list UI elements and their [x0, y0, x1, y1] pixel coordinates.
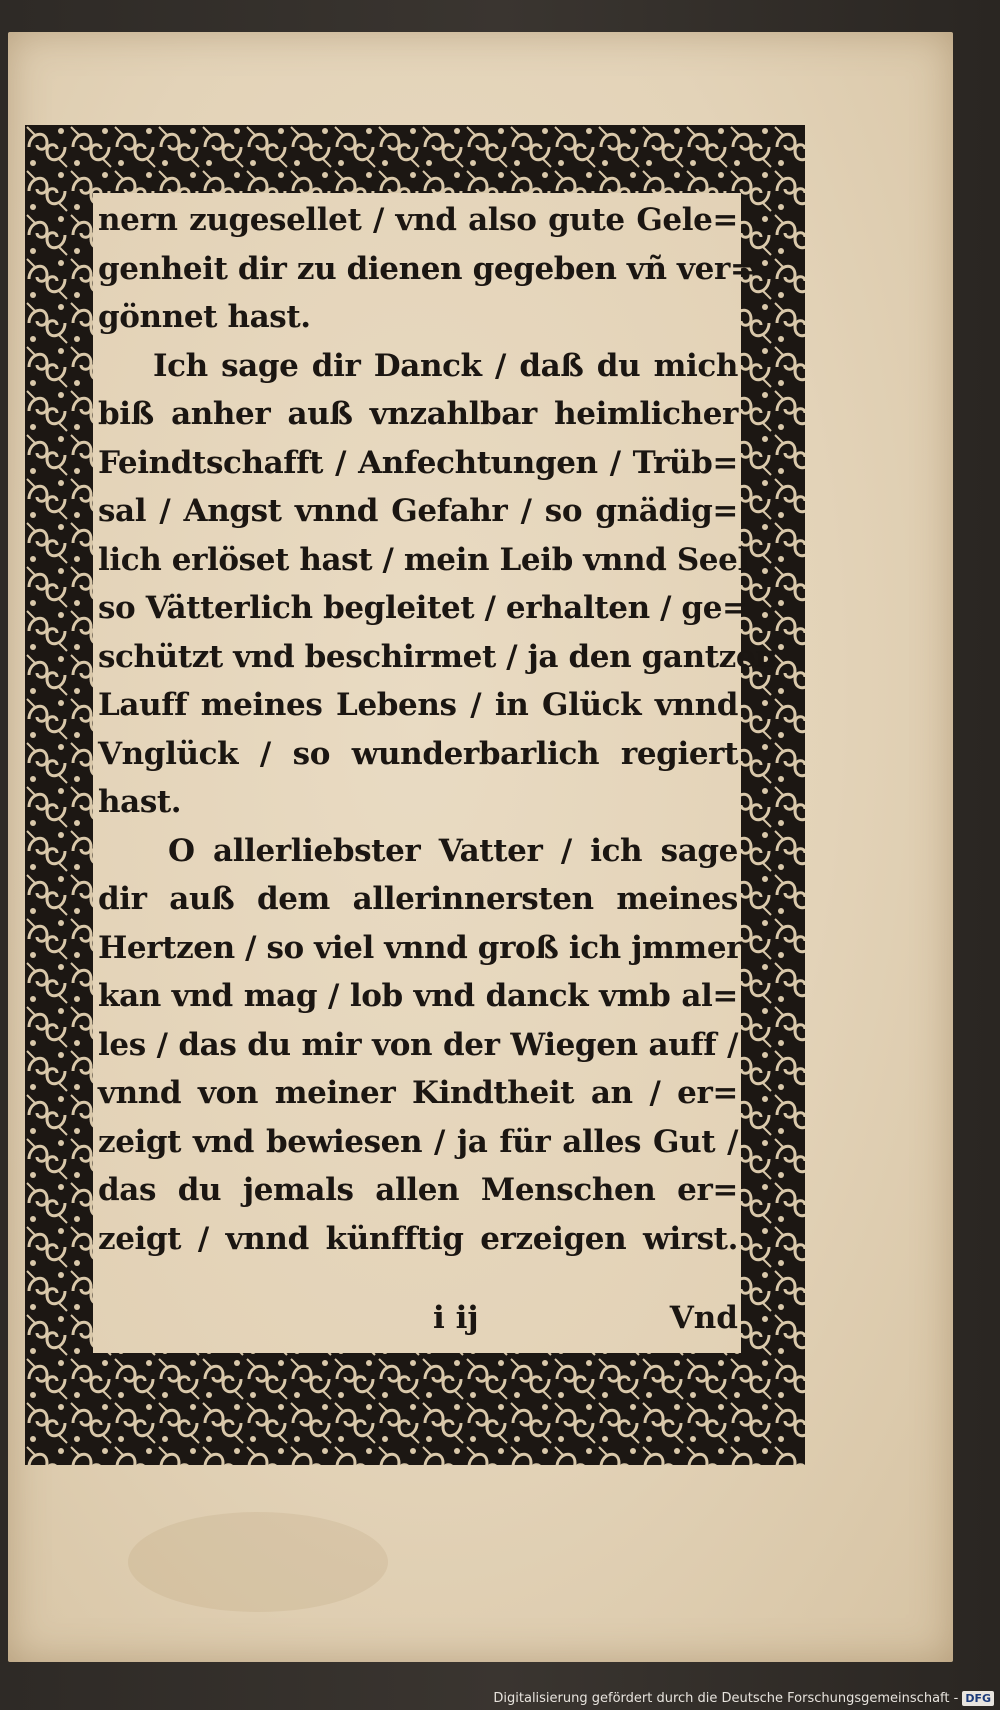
signature-row: [98, 1300, 738, 1348]
text-line: Lauff meines Lebens / in Glück vnnd: [98, 687, 738, 723]
text-line: sal / Angst vnnd Gefahr / so gnädig=: [98, 493, 738, 529]
text-line: Ich sage dir Danck / daß du mich: [153, 347, 738, 384]
text-line: gönnet hast.: [98, 299, 311, 335]
text-line: Hertzen / so viel vnnd groß ich jmmer: [98, 929, 743, 966]
text-line: lich erlöset hast / mein Leib vnnd Seel: [98, 541, 749, 578]
text-line: dir auß dem allerinnersten meines: [98, 881, 738, 917]
text-line: les / das du mir von der Wiegen auff /: [98, 1026, 738, 1063]
text-line: das du jemals allen Menschen er=: [98, 1172, 738, 1208]
text-line: vnnd von meiner Kindtheit an / er=: [98, 1075, 738, 1111]
dfg-logo-icon: DFG: [962, 1691, 994, 1706]
text-block: [98, 196, 778, 1263]
digitization-footer: [493, 1691, 994, 1706]
text-line: O allerliebster Vatter / ich sage: [168, 832, 738, 869]
text-line: genheit dir zu dienen gegeben vñ ver=: [98, 250, 756, 287]
text-line: zeigt vnd bewiesen / ja für alles Gut /: [98, 1123, 738, 1160]
text-line: Feindtschafft / Anfechtungen / Trüb=: [98, 444, 738, 481]
text-line: zeigt / vnnd künfftig erzeigen wirst.: [98, 1220, 738, 1257]
footer-credit: Digitalisierung gefördert durch die Deutsche Forschungsgemeinschaft -: [493, 1691, 959, 1706]
paper-stain: [128, 1512, 388, 1612]
text-line: kan vnd mag / lob vnd danck vmb al=: [98, 978, 738, 1014]
text-line: hast.: [98, 784, 182, 820]
text-line: Vnglück / so wunderbarlich regiert: [98, 735, 738, 772]
text-line: so Vätterlich begleitet / erhalten / ge=: [98, 590, 748, 626]
text-line: nern zugesellet / vnd also gute Gele=: [98, 202, 738, 238]
text-line: schützt vnd beschirmet / ja den gantzen: [98, 638, 778, 675]
signature-mark: i ij: [433, 1300, 479, 1336]
text-line: biß anher auß vnzahlbar heimlicher: [98, 396, 738, 432]
catchword: Vnd: [669, 1300, 738, 1336]
